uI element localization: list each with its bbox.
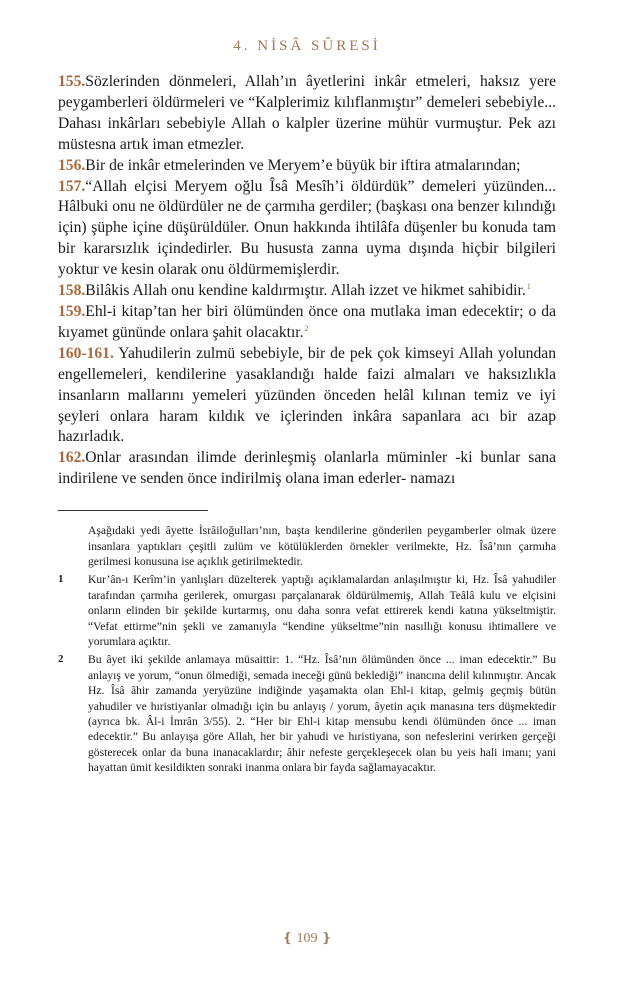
footnote-text: Aşağıdaki yedi âyette İsrâiloğulları’nın, başta kendilerine gönderilen peygamberler olmak üzere insanlara yaptıkları çeşitli zulüm ve kötülüklerden örnekler verilmekte, Hz. Îsâ’nın çarmıha gerilmesi konusuna ise açıklık getirilmektedir. [88,524,556,568]
footnote-reference[interactable]: 2 [304,323,309,333]
left-ornament-icon: ❴ [282,930,293,945]
verse [58,302,556,344]
footnote [58,572,556,649]
verse-number: 155. [58,73,86,90]
footnote-mark: 2 [58,653,64,666]
verse-text: Bir de inkâr etmelerinden ve Meryem’e büyük bir iftira atmalarından; [85,156,521,174]
verse-text: Sözlerinden dönmeleri, Allah’ın âyetlerini inkâr etmeleri, haksız yere peygamberleri öldürmeleri ve “Kalplerimiz kılıflanmıştır” demeleri sebebiyle... Dahası inkârları sebebiyle Allah o kalpler üzerine mühür vurmuştur. Pek azı müstesna artık iman etmezler. [58,73,556,153]
verse-number: 156. [58,156,86,174]
verse-number: 158. [58,282,86,300]
footnote-mark: 1 [58,573,64,586]
page-number: 109 [296,931,318,946]
verse-number: 160-161. [58,344,114,362]
verse [58,156,556,177]
verse [58,177,556,282]
book-page [58,0,556,986]
footnotes [58,523,556,776]
verse [58,344,556,449]
footnote [58,652,556,775]
footnote-reference[interactable]: 1 [526,281,531,291]
footnote-divider [58,510,208,511]
footnote [58,523,556,569]
verse [58,72,556,156]
verse [58,448,556,490]
verse-number: 157. [58,177,86,195]
verse-number: 159. [58,302,86,320]
verse-text: Bilâkis Allah onu kendine kaldırmıştır. Allah izzet ve hikmet sahibidir. [85,282,526,300]
footnote-text: Kur’ân-ı Kerîm’in yanlışları düzelterek yaptığı açıklamalardan anlaşılmıştır ki, Hz. Îsâ yahudiler tarafından çarmıha gerilerek, omurgası parçalanarak öldürülmemiş, Allah Teâlâ kulu ve elçisini onların elinden bir şekilde kurtarmış, onu daha sonra vefat ettirerek kendi katına yükseltmiştir. “Vefat ettirme”nin şekli ve zamanıyla “kendine yükseltme”nin nasıllığı konusu ihtimallere ve yorumlara açıktır. [88,573,556,648]
right-ornament-icon: ❵ [321,930,332,945]
verse-text: Ehl-i kitap’tan her biri ölümünden önce ona mutlaka iman edecektir; o da kıyamet gününde onlara şahit olacaktır. [58,302,556,341]
page-number-block [58,930,556,947]
verse-text: Onlar arasından ilimde derinleşmiş olanlarla müminler -ki bunlar sana indirilene ve senden önce indirilmiş olana iman ederler- namazı [58,449,556,488]
verse [58,281,556,302]
verse-text: Yahudilerin zulmü sebebiyle, bir de pek çok kimseyi Allah yolundan engellemeleri, kendilerine yasaklandığı halde faizi almaları ve haksızlıkla insanların mallarını yemeleri yüzünden önceden helâl kılınan temiz ve iyi şeyleri onlara haram kıldık ve içlerinden inkâra sapanlara acı bir azap hazırladık. [58,344,556,446]
footnote-text: Bu âyet iki şekilde anlamaya müsaittir: 1. “Hz. Îsâ’nın ölümünden önce ... iman edecektir.” Bu anlayış ve yorum, “onun ölmediği, semada ineceği günü beklediği” inancına delil kılınmıştır. Ancak Hz. Îsâ âhir zamanda yeryüzüne indiğinde yaşamakta olan Ehl-i kitap, gelmiş geçmiş bütün yahudiler ve hıristiyanlar olmadığı için bu anlayış / yorum, âyetin açık manasına ters düşmektedir (ayrıca bk. Âl-i İmrân 3/55). 2. “Her bir Ehl-i kitap mensubu kendi ölümünden önce ... iman edecektir.” Bu anlayışa göre Allah, her bir yahudi ve hıristiyana, son nefeslerini verirken gerçeği gösterecek onlar da buna inanacaklardır; âhir nefeste gerçekleşecek olan bu yeis hali imanı; yani hayattan ümit kesildikten sonraki inanma onlara bir fayda sağlamayacaktır. [88,653,556,775]
verse-text: “Allah elçisi Meryem oğlu Îsâ Mesîh’i öldürdük” demeleri yüzünden... Hâlbuki onu ne öldürdüler ne de çarmıha gerdiler; (başkası ona benzer kılındığı için) şüphe içine düşürüldüler. Onun hakkında ihtilâfa düşenler bu konuda tam bir kararsızlık içindedirler. Bu hususta zanna uyma dışında hiçbir bilgileri yoktur ve kesin olarak onu öldürmemişlerdir. [58,177,556,279]
verse-number: 162. [58,449,86,467]
running-head: 4. NİSÂ SÛRESİ [233,38,381,54]
verse-block [58,72,556,490]
